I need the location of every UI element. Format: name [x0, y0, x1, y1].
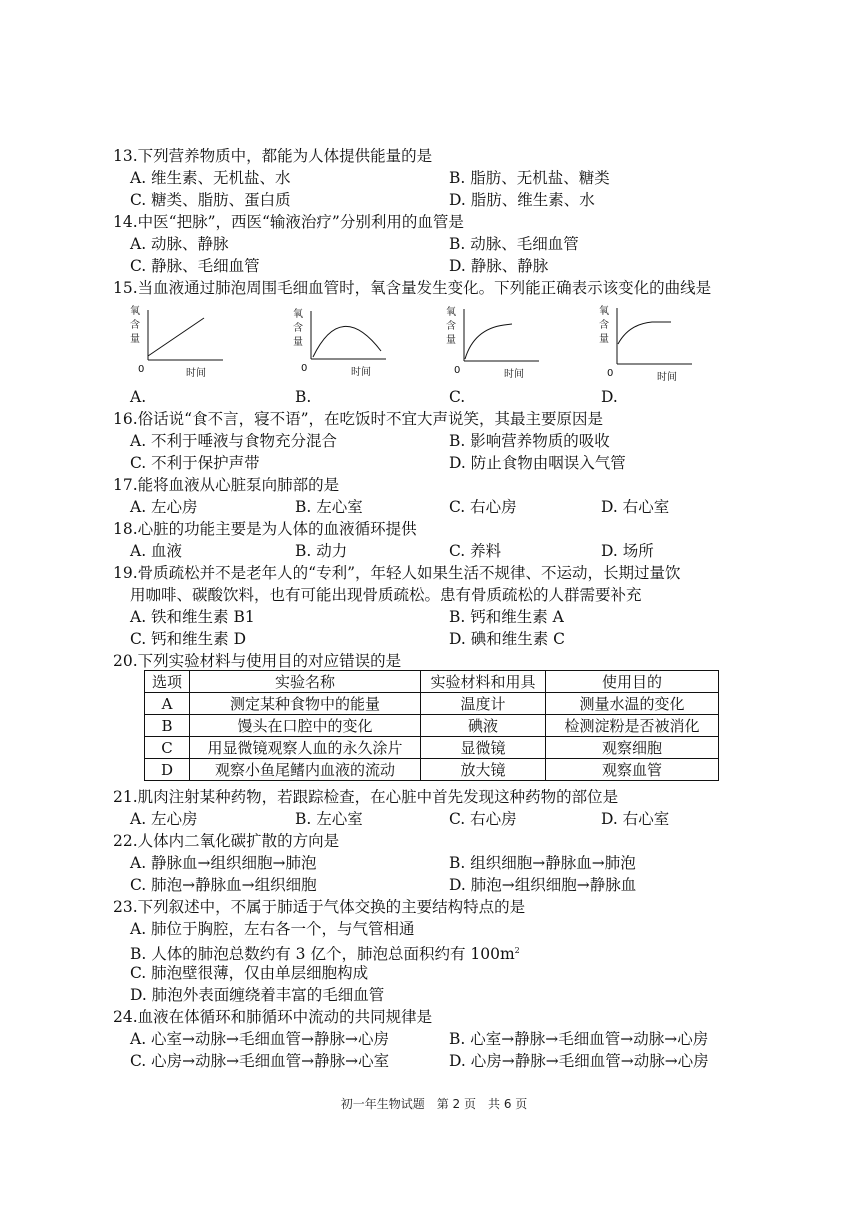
question-13-option-c: C. 糖类、脂肪、蛋白质 — [130, 191, 291, 209]
table-cell: 测定某种食物中的能量 — [190, 693, 421, 715]
question-21-option-b: B. 左心室 — [295, 810, 363, 828]
question-24-stem: 24.血液在体循环和肺循环中流动的共同规律是 — [113, 1008, 433, 1026]
table-cell: 测量水温的变化 — [546, 693, 719, 715]
graph-c-origin: 0 — [454, 365, 461, 376]
graph-a-ylabel-2: 含 — [130, 320, 140, 331]
table-cell: 馒头在口腔中的变化 — [190, 715, 421, 737]
question-14-option-a: A. 动脉、静脉 — [130, 235, 229, 253]
question-18-option-c: C. 养料 — [449, 542, 502, 560]
table-header-row — [145, 671, 719, 693]
graph-b-origin: 0 — [301, 363, 308, 374]
graph-c-xlabel: 时间 — [504, 369, 524, 380]
question-15-option-c: C. — [449, 388, 466, 406]
table-cell: 观察细胞 — [546, 737, 719, 759]
question-13-option-b: B. 脂肪、无机盐、糖类 — [449, 169, 610, 187]
table-cell: A — [145, 693, 190, 715]
question-19-stem-line-1: 19.骨质疏松并不是老年人的“专利”，年轻人如果生活不规律、不运动，长期过量饮 — [113, 564, 681, 582]
graph-b-ylabel-1: 氧 — [293, 309, 303, 320]
question-14-option-d: D. 静脉、静脉 — [449, 257, 549, 275]
question-22-stem: 22.人体内二氧化碳扩散的方向是 — [113, 832, 340, 850]
graph-c-ylabel-2: 含 — [446, 321, 456, 332]
question-15-stem: 15.当血液通过肺泡周围毛细血管时，氧含量发生变化。下列能正确表示该变化的曲线是 — [113, 279, 712, 297]
question-17-option-c: C. 右心房 — [449, 498, 517, 516]
table-row — [145, 737, 719, 759]
question-16-option-b: B. 影响营养物质的吸收 — [449, 432, 610, 450]
page-footer: 初一年生物试题 第 2 页 共 6 页 — [340, 1097, 528, 1111]
question-17-option-d: D. 右心室 — [601, 498, 670, 516]
graph-d-curve — [618, 322, 671, 344]
graph-d-ylabel-1: 氧 — [599, 306, 609, 317]
question-18-option-a: A. 血液 — [130, 542, 183, 560]
table-cell: 放大镜 — [421, 759, 546, 781]
table-row — [145, 759, 719, 781]
table-cell: B — [145, 715, 190, 737]
question-13-option-d: D. 脂肪、维生素、水 — [449, 191, 595, 209]
question-17-option-a: A. 左心房 — [130, 498, 198, 516]
question-21-option-d: D. 右心室 — [601, 810, 670, 828]
question-14-option-c: C. 静脉、毛细血管 — [130, 257, 260, 275]
table-header-cell: 实验材料和用具 — [421, 671, 546, 693]
question-14-stem: 14.中医“把脉”，西医“输液治疗”分别利用的血管是 — [113, 213, 464, 231]
question-23-option-a: A. 肺位于胸腔，左右各一个，与气管相通 — [130, 920, 415, 938]
graph-b-xlabel: 时间 — [351, 367, 371, 378]
graph-d-xlabel: 时间 — [657, 372, 677, 383]
graph-b — [291, 305, 401, 395]
table-cell: 温度计 — [421, 693, 546, 715]
question-20-stem: 20.下列实验材料与使用目的对应错误的是 — [113, 652, 402, 670]
question-23-option-c: C. 肺泡壁很薄，仅由单层细胞构成 — [130, 964, 369, 982]
table-cell: 显微镜 — [421, 737, 546, 759]
graph-d-ylabel-3: 量 — [599, 334, 609, 345]
table-cell: 观察小鱼尾鳍内血液的流动 — [190, 759, 421, 781]
question-24-option-b: B. 心室→静脉→毛细血管→动脉→心房 — [449, 1030, 709, 1048]
graph-a-ylabel-1: 氧 — [130, 306, 140, 317]
graph-a-curve — [148, 318, 204, 356]
question-19-option-a: A. 铁和维生素 B1 — [130, 608, 255, 626]
table-cell: 碘液 — [421, 715, 546, 737]
question-23-option-b-text: B. 人体的肺泡总数约有 3 亿个，肺泡总面积约有 100m — [130, 945, 515, 964]
table-row — [145, 715, 719, 737]
question-14-option-b: B. 动脉、毛细血管 — [449, 235, 579, 253]
question-13-stem: 13.下列营养物质中，都能为人体提供能量的是 — [113, 147, 433, 165]
question-21-option-c: C. 右心房 — [449, 810, 517, 828]
table-cell: D — [145, 759, 190, 781]
question-19-option-c: C. 钙和维生素 D — [130, 630, 247, 648]
table-row — [145, 693, 719, 715]
question-17-stem: 17.能将血液从心脏泵向肺部的是 — [113, 476, 340, 494]
graph-a — [128, 302, 238, 392]
graph-c-ylabel-1: 氧 — [446, 307, 456, 318]
graph-b-ylabel-3: 量 — [293, 337, 303, 348]
question-22-option-c: C. 肺泡→静脉血→组织细胞 — [130, 876, 317, 894]
question-18-option-b: B. 动力 — [295, 542, 348, 560]
question-22-option-b: B. 组织细胞→静脉血→肺泡 — [449, 854, 636, 872]
question-16-option-c: C. 不利于保护声带 — [130, 454, 260, 472]
question-16-option-d: D. 防止食物由咽误入气管 — [449, 454, 626, 472]
question-16-option-a: A. 不利于唾液与食物充分混合 — [130, 432, 338, 450]
graph-a-ylabel-3: 量 — [130, 334, 140, 345]
superscript-2: 2 — [514, 946, 520, 955]
question-22-option-d: D. 肺泡→组织细胞→静脉血 — [449, 876, 637, 894]
graph-a-xlabel: 时间 — [186, 368, 206, 379]
question-21-stem: 21.肌肉注射某种药物，若跟踪检查，在心脏中首先发现这种药物的部位是 — [113, 788, 619, 806]
question-19-option-d: D. 碘和维生素 C — [449, 630, 566, 648]
graph-c-curve — [465, 324, 512, 359]
table-cell: 检测淀粉是否被消化 — [546, 715, 719, 737]
graph-b-curve — [313, 326, 381, 357]
graph-b-ylabel-2: 含 — [293, 323, 303, 334]
question-18-stem: 18.心脏的功能主要是为人体的血液循环提供 — [113, 520, 417, 538]
question-15-option-a: A. — [130, 388, 147, 406]
question-24-option-a: A. 心室→动脉→毛细血管→静脉→心房 — [130, 1030, 389, 1048]
graph-d — [597, 302, 707, 392]
question-23-option-d: D. 肺泡外表面缠绕着丰富的毛细血管 — [130, 986, 385, 1004]
question-18-option-d: D. 场所 — [601, 542, 654, 560]
question-17-option-b: B. 左心室 — [295, 498, 363, 516]
graph-d-origin: 0 — [607, 368, 614, 379]
question-13-option-a: A. 维生素、无机盐、水 — [130, 169, 291, 187]
question-23-stem: 23.下列叙述中，不属于肺适于气体交换的主要结构特点的是 — [113, 898, 526, 916]
table-cell: 用显微镜观察人血的永久涂片 — [190, 737, 421, 759]
question-16-stem: 16.俗话说“食不言，寝不语”，在吃饭时不宜大声说笑，其最主要原因是 — [113, 410, 604, 428]
question-19-stem-line-2: 用咖啡、碳酸饮料，也有可能出现骨质疏松。患有骨质疏松的人群需要补充 — [130, 586, 642, 604]
table-header-cell: 选项 — [145, 671, 190, 693]
experiment-table — [144, 670, 719, 781]
question-15-option-b: B. — [295, 388, 312, 406]
question-24-option-c: C. 心房→动脉→毛细血管→静脉→心室 — [130, 1052, 390, 1070]
graph-c-ylabel-3: 量 — [446, 335, 456, 346]
table-header-cell: 实验名称 — [190, 671, 421, 693]
table-cell: 观察血管 — [546, 759, 719, 781]
question-15-option-d: D. — [601, 388, 618, 406]
graph-a-origin: 0 — [138, 364, 145, 375]
table-header-cell: 使用目的 — [546, 671, 719, 693]
question-24-option-d: D. 心房→静脉→毛细血管→动脉→心房 — [449, 1052, 709, 1070]
question-21-option-a: A. 左心房 — [130, 810, 198, 828]
graph-d-ylabel-2: 含 — [599, 320, 609, 331]
question-19-option-b: B. 钙和维生素 A — [449, 608, 564, 626]
question-22-option-a: A. 静脉血→组织细胞→肺泡 — [130, 854, 317, 872]
graph-c — [444, 303, 554, 393]
table-cell: C — [145, 737, 190, 759]
